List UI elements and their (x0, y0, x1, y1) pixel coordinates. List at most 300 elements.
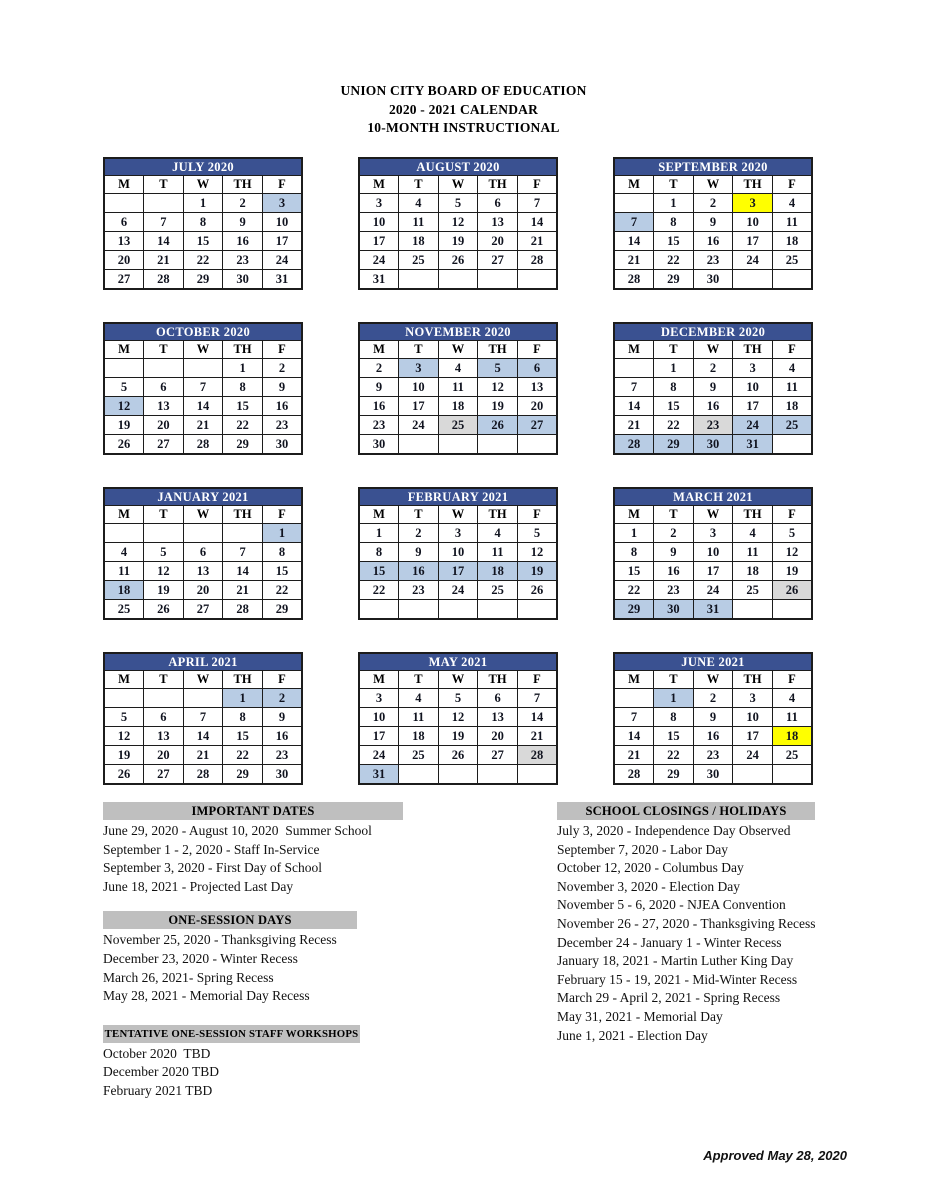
note-item: December 24 - January 1 - Winter Recess (557, 934, 782, 950)
day-cell: 20 (478, 727, 518, 746)
day-cell: 3 (359, 194, 399, 213)
day-cell: 27 (478, 746, 518, 765)
day-cell: 6 (478, 194, 518, 213)
empty-cell (183, 524, 223, 543)
important-dates-list (103, 822, 433, 896)
day-cell: 25 (399, 746, 439, 765)
day-cell: 6 (144, 708, 184, 727)
day-cell: 22 (654, 416, 694, 435)
day-cell: 25 (104, 600, 144, 620)
day-cell: 7 (144, 213, 184, 232)
empty-cell (478, 270, 518, 290)
day-cell: 27 (183, 600, 223, 620)
month-calendar (358, 157, 558, 290)
school-closings-list (557, 822, 887, 1045)
weekday-header: M (614, 176, 654, 194)
weekday-header: M (614, 341, 654, 359)
day-cell: 16 (693, 397, 733, 416)
day-cell: 30 (262, 765, 302, 785)
day-cell: 18 (478, 562, 518, 581)
day-cell: 9 (359, 378, 399, 397)
day-cell: 2 (359, 359, 399, 378)
day-cell: 15 (262, 562, 302, 581)
empty-cell (223, 524, 263, 543)
empty-cell (614, 359, 654, 378)
day-cell: 29 (614, 600, 654, 620)
day-cell: 12 (438, 708, 478, 727)
weekday-header: TH (223, 341, 263, 359)
weekday-header: TH (733, 506, 773, 524)
day-cell: 26 (478, 416, 518, 435)
day-cell: 2 (223, 194, 263, 213)
day-cell: 23 (693, 251, 733, 270)
day-cell: 26 (517, 581, 557, 600)
day-cell: 28 (614, 435, 654, 455)
weekday-header: W (693, 341, 733, 359)
empty-cell (399, 270, 439, 290)
weekday-header: W (438, 506, 478, 524)
day-cell: 26 (438, 746, 478, 765)
day-cell: 23 (399, 581, 439, 600)
day-cell: 5 (517, 524, 557, 543)
day-cell: 11 (104, 562, 144, 581)
note-item: January 18, 2021 - Martin Luther King Day (557, 953, 794, 969)
day-cell: 2 (693, 194, 733, 213)
day-cell: 8 (614, 543, 654, 562)
day-cell: 29 (223, 765, 263, 785)
day-cell: 9 (693, 378, 733, 397)
day-cell: 17 (359, 232, 399, 251)
month-title: AUGUST 2020 (359, 158, 557, 176)
empty-cell (399, 600, 439, 620)
day-cell: 23 (262, 416, 302, 435)
day-cell: 21 (614, 251, 654, 270)
day-cell: 9 (262, 378, 302, 397)
empty-cell (517, 765, 557, 785)
day-cell: 31 (262, 270, 302, 290)
month-title: JANUARY 2021 (104, 488, 302, 506)
month-calendar (103, 157, 303, 290)
day-cell: 19 (438, 727, 478, 746)
day-cell: 24 (399, 416, 439, 435)
empty-cell (733, 270, 773, 290)
day-cell: 14 (517, 213, 557, 232)
weekday-header: TH (478, 341, 518, 359)
day-cell: 17 (359, 727, 399, 746)
day-cell: 20 (104, 251, 144, 270)
day-cell: 4 (772, 689, 812, 708)
day-cell: 12 (478, 378, 518, 397)
day-cell: 7 (517, 689, 557, 708)
day-cell: 3 (438, 524, 478, 543)
day-cell: 14 (614, 232, 654, 251)
day-cell: 14 (183, 727, 223, 746)
day-cell: 28 (614, 270, 654, 290)
day-cell: 30 (654, 600, 694, 620)
day-cell: 15 (223, 727, 263, 746)
note-item: May 28, 2021 - Memorial Day Recess (103, 988, 310, 1004)
empty-cell (104, 689, 144, 708)
weekday-header: W (183, 176, 223, 194)
approval-note: Approved May 28, 2020 (703, 1148, 847, 1163)
day-cell: 18 (772, 397, 812, 416)
month-title: MARCH 2021 (614, 488, 812, 506)
day-cell: 31 (359, 765, 399, 785)
month-title: NOVEMBER 2020 (359, 323, 557, 341)
day-cell: 24 (262, 251, 302, 270)
day-cell: 8 (223, 378, 263, 397)
empty-cell (733, 600, 773, 620)
day-cell: 2 (693, 689, 733, 708)
day-cell: 5 (438, 194, 478, 213)
day-cell: 8 (223, 708, 263, 727)
note-item: September 3, 2020 - First Day of School (103, 860, 322, 876)
empty-cell (438, 765, 478, 785)
day-cell: 6 (104, 213, 144, 232)
day-cell: 3 (359, 689, 399, 708)
day-cell: 10 (359, 708, 399, 727)
day-cell: 28 (517, 746, 557, 765)
day-cell: 11 (438, 378, 478, 397)
day-cell: 31 (359, 270, 399, 290)
day-cell: 14 (223, 562, 263, 581)
month-title: OCTOBER 2020 (104, 323, 302, 341)
day-cell: 8 (183, 213, 223, 232)
day-cell: 22 (654, 746, 694, 765)
day-cell: 11 (733, 543, 773, 562)
day-cell: 30 (693, 435, 733, 455)
day-cell: 29 (654, 765, 694, 785)
note-item: September 7, 2020 - Labor Day (557, 841, 728, 857)
day-cell: 5 (478, 359, 518, 378)
weekday-header: W (183, 506, 223, 524)
day-cell: 4 (772, 359, 812, 378)
day-cell: 25 (399, 251, 439, 270)
month-calendar (613, 652, 813, 785)
note-item: February 15 - 19, 2021 - Mid-Winter Recess (557, 971, 798, 987)
note-item: June 29, 2020 - August 10, 2020 Summer School (103, 823, 372, 838)
day-cell: 19 (772, 562, 812, 581)
empty-cell (104, 524, 144, 543)
one-session-days-list (103, 931, 433, 1005)
school-closings-heading: SCHOOL CLOSINGS / HOLIDAYS (557, 802, 815, 820)
empty-cell (733, 765, 773, 785)
month-title: DECEMBER 2020 (614, 323, 812, 341)
left-notes-column (103, 802, 433, 1101)
day-cell: 28 (144, 270, 184, 290)
title-line-2: 2020 - 2021 CALENDAR (388, 101, 539, 117)
empty-cell (399, 435, 439, 455)
day-cell: 26 (144, 600, 184, 620)
month-calendar (103, 322, 303, 455)
day-cell: 15 (654, 232, 694, 251)
day-cell: 8 (654, 213, 694, 232)
weekday-header: T (144, 671, 184, 689)
day-cell: 10 (733, 708, 773, 727)
weekday-header: W (438, 671, 478, 689)
day-cell: 3 (733, 359, 773, 378)
weekday-header: T (144, 341, 184, 359)
day-cell: 2 (693, 359, 733, 378)
day-cell: 27 (517, 416, 557, 435)
month-calendar (103, 652, 303, 785)
day-cell: 26 (438, 251, 478, 270)
weekday-header: T (144, 176, 184, 194)
day-cell: 18 (104, 581, 144, 600)
empty-cell (517, 600, 557, 620)
day-cell: 28 (614, 765, 654, 785)
day-cell: 13 (517, 378, 557, 397)
day-cell: 12 (104, 397, 144, 416)
day-cell: 8 (654, 708, 694, 727)
day-cell: 23 (262, 746, 302, 765)
day-cell: 22 (262, 581, 302, 600)
day-cell: 24 (438, 581, 478, 600)
day-cell: 25 (478, 581, 518, 600)
day-cell: 16 (654, 562, 694, 581)
day-cell: 16 (262, 397, 302, 416)
empty-cell (478, 765, 518, 785)
weekday-header: TH (223, 176, 263, 194)
empty-cell (772, 600, 812, 620)
day-cell: 8 (359, 543, 399, 562)
day-cell: 9 (399, 543, 439, 562)
day-cell: 17 (733, 727, 773, 746)
day-cell: 25 (772, 746, 812, 765)
day-cell: 30 (693, 765, 733, 785)
day-cell: 17 (693, 562, 733, 581)
day-cell: 19 (438, 232, 478, 251)
empty-cell (772, 765, 812, 785)
empty-cell (183, 359, 223, 378)
day-cell: 16 (693, 727, 733, 746)
day-cell: 6 (183, 543, 223, 562)
day-cell: 27 (478, 251, 518, 270)
month-calendar (358, 487, 558, 620)
note-item: December 2020 TBD (103, 1064, 219, 1080)
staff-workshops-list (103, 1045, 433, 1101)
day-cell: 17 (262, 232, 302, 251)
day-cell: 24 (359, 251, 399, 270)
month-title: MAY 2021 (359, 653, 557, 671)
weekday-header: M (614, 671, 654, 689)
day-cell: 30 (693, 270, 733, 290)
day-cell: 9 (693, 708, 733, 727)
empty-cell (399, 765, 439, 785)
day-cell: 25 (733, 581, 773, 600)
day-cell: 18 (772, 727, 812, 746)
weekday-header: W (438, 341, 478, 359)
note-item: November 25, 2020 - Thanksgiving Recess (103, 932, 337, 948)
weekday-header: TH (478, 506, 518, 524)
empty-cell (144, 524, 184, 543)
note-item: October 2020 TBD (103, 1045, 211, 1061)
day-cell: 14 (614, 727, 654, 746)
day-cell: 19 (517, 562, 557, 581)
weekday-header: W (693, 671, 733, 689)
weekday-header: M (104, 341, 144, 359)
day-cell: 30 (262, 435, 302, 455)
day-cell: 21 (183, 416, 223, 435)
day-cell: 7 (517, 194, 557, 213)
day-cell: 4 (438, 359, 478, 378)
day-cell: 26 (104, 435, 144, 455)
day-cell: 21 (223, 581, 263, 600)
weekday-header: M (104, 176, 144, 194)
day-cell: 29 (654, 435, 694, 455)
weekday-header: M (359, 671, 399, 689)
weekday-header: F (517, 506, 557, 524)
day-cell: 12 (438, 213, 478, 232)
day-cell: 11 (399, 213, 439, 232)
note-item: November 26 - 27, 2020 - Thanksgiving Recess (557, 915, 816, 931)
weekday-header: F (517, 671, 557, 689)
weekday-header: F (772, 671, 812, 689)
day-cell: 10 (733, 378, 773, 397)
weekday-header: W (183, 341, 223, 359)
day-cell: 7 (614, 708, 654, 727)
one-session-days-heading: ONE-SESSION DAYS (103, 911, 357, 929)
weekday-header: F (772, 341, 812, 359)
empty-cell (772, 270, 812, 290)
day-cell: 24 (733, 746, 773, 765)
day-cell: 15 (654, 727, 694, 746)
day-cell: 10 (733, 213, 773, 232)
empty-cell (144, 689, 184, 708)
day-cell: 28 (183, 765, 223, 785)
day-cell: 11 (478, 543, 518, 562)
day-cell: 20 (478, 232, 518, 251)
empty-cell (144, 194, 184, 213)
day-cell: 9 (693, 213, 733, 232)
day-cell: 27 (144, 765, 184, 785)
note-item: July 3, 2020 - Independence Day Observed (557, 823, 791, 838)
day-cell: 12 (104, 727, 144, 746)
day-cell: 21 (614, 746, 654, 765)
empty-cell (104, 194, 144, 213)
weekday-header: M (359, 176, 399, 194)
day-cell: 11 (772, 708, 812, 727)
day-cell: 24 (733, 416, 773, 435)
day-cell: 4 (772, 194, 812, 213)
day-cell: 29 (654, 270, 694, 290)
day-cell: 7 (223, 543, 263, 562)
day-cell: 13 (478, 213, 518, 232)
day-cell: 1 (654, 689, 694, 708)
day-cell: 29 (262, 600, 302, 620)
day-cell: 5 (104, 708, 144, 727)
weekday-header: TH (223, 506, 263, 524)
day-cell: 26 (772, 581, 812, 600)
empty-cell (359, 600, 399, 620)
title-line-3: 10-MONTH INSTRUCTIONAL (367, 120, 560, 135)
day-cell: 5 (772, 524, 812, 543)
day-cell: 13 (183, 562, 223, 581)
day-cell: 8 (262, 543, 302, 562)
day-cell: 15 (223, 397, 263, 416)
day-cell: 7 (183, 378, 223, 397)
day-cell: 21 (614, 416, 654, 435)
weekday-header: F (262, 176, 302, 194)
weekday-header: F (772, 506, 812, 524)
empty-cell (478, 600, 518, 620)
note-item: December 23, 2020 - Winter Recess (103, 950, 298, 966)
weekday-header: F (517, 341, 557, 359)
day-cell: 12 (772, 543, 812, 562)
day-cell: 4 (733, 524, 773, 543)
month-title: SEPTEMBER 2020 (614, 158, 812, 176)
day-cell: 23 (693, 746, 733, 765)
title-line-1: UNION CITY BOARD OF EDUCATION (340, 83, 587, 98)
day-cell: 7 (614, 213, 654, 232)
day-cell: 20 (144, 746, 184, 765)
day-cell: 3 (399, 359, 439, 378)
day-cell: 15 (654, 397, 694, 416)
weekday-header: M (104, 506, 144, 524)
empty-cell (517, 435, 557, 455)
day-cell: 31 (693, 600, 733, 620)
weekday-header: F (262, 506, 302, 524)
day-cell: 1 (183, 194, 223, 213)
empty-cell (438, 600, 478, 620)
day-cell: 7 (183, 708, 223, 727)
day-cell: 1 (262, 524, 302, 543)
weekday-header: T (654, 506, 694, 524)
day-cell: 30 (223, 270, 263, 290)
day-cell: 10 (438, 543, 478, 562)
day-cell: 6 (144, 378, 184, 397)
day-cell: 24 (359, 746, 399, 765)
day-cell: 7 (614, 378, 654, 397)
day-cell: 16 (359, 397, 399, 416)
day-cell: 17 (438, 562, 478, 581)
empty-cell (478, 435, 518, 455)
empty-cell (144, 359, 184, 378)
day-cell: 25 (438, 416, 478, 435)
day-cell: 17 (733, 397, 773, 416)
day-cell: 10 (399, 378, 439, 397)
day-cell: 28 (223, 600, 263, 620)
note-item: March 26, 2021- Spring Recess (103, 969, 274, 985)
months-grid (103, 157, 813, 785)
empty-cell (772, 435, 812, 455)
day-cell: 23 (693, 416, 733, 435)
day-cell: 4 (399, 194, 439, 213)
day-cell: 19 (144, 581, 184, 600)
weekday-header: T (144, 506, 184, 524)
note-item: June 18, 2021 - Projected Last Day (103, 878, 294, 894)
important-dates-heading: IMPORTANT DATES (103, 802, 403, 820)
weekday-header: TH (478, 671, 518, 689)
day-cell: 29 (223, 435, 263, 455)
day-cell: 15 (183, 232, 223, 251)
day-cell: 26 (104, 765, 144, 785)
day-cell: 4 (478, 524, 518, 543)
empty-cell (614, 689, 654, 708)
weekday-header: M (359, 506, 399, 524)
day-cell: 13 (144, 727, 184, 746)
day-cell: 1 (654, 194, 694, 213)
day-cell: 14 (517, 708, 557, 727)
day-cell: 17 (733, 232, 773, 251)
month-title: FEBRUARY 2021 (359, 488, 557, 506)
weekday-header: T (399, 176, 439, 194)
day-cell: 23 (654, 581, 694, 600)
note-item: February 2021 TBD (103, 1082, 213, 1098)
day-cell: 16 (262, 727, 302, 746)
day-cell: 4 (104, 543, 144, 562)
day-cell: 11 (399, 708, 439, 727)
